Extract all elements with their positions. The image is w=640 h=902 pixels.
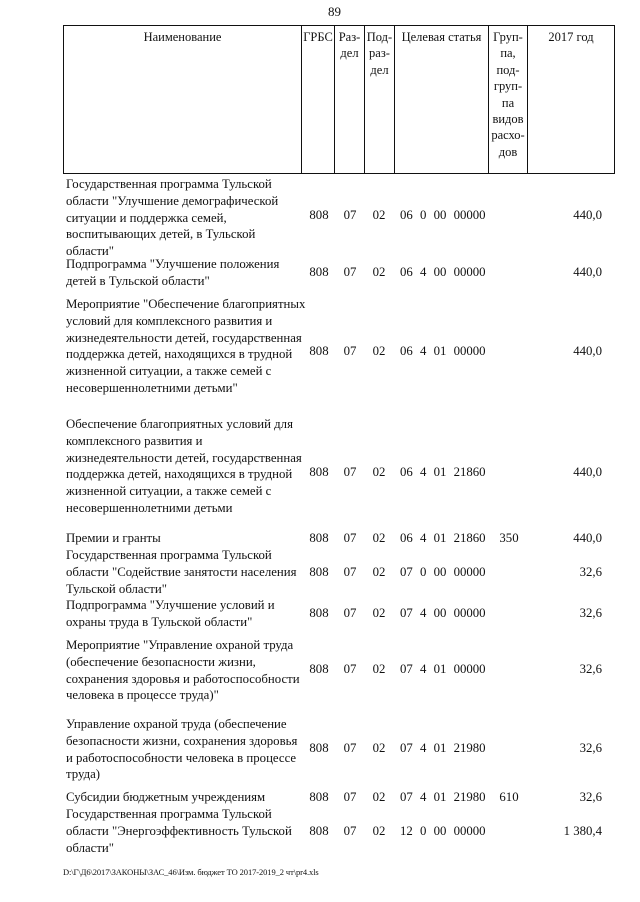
- row-podrazdel: 02: [372, 531, 386, 545]
- row-target: 06 0 00 00000: [400, 208, 486, 222]
- row-grbs: 808: [309, 208, 329, 222]
- row-name: Субсидии бюджетным учреждениям: [66, 790, 266, 804]
- row-target: 06 4 00 00000: [400, 265, 486, 279]
- row-name: Подпрограмма "Улучшение положения детей в Тульской области": [66, 257, 280, 288]
- row-name: Премии и гранты: [66, 531, 161, 545]
- row-name: Мероприятие "Управление охраной труда (обеспечение безопасности жизни, сохранения здоровья и работоспособности человека в процессе труда)": [66, 638, 300, 703]
- row-grbs: 808: [309, 265, 329, 279]
- row-grbs: 808: [309, 790, 329, 804]
- row-grbs: 808: [309, 344, 329, 358]
- row-podrazdel: 02: [372, 465, 386, 479]
- header-year: 2017 год: [548, 30, 594, 44]
- row-name: Обеспечение благоприятных условий для комплексного развития и жизнедеятельности детей, государственная поддержка детей, находящихся в трудной жизненной ситуации, а также семей с несовершеннолетними детьми: [66, 417, 302, 515]
- row-target: 07 4 00 00000: [400, 606, 486, 620]
- row-grbs: 808: [309, 565, 329, 579]
- row-grbs: 808: [309, 824, 329, 838]
- row-grbs: 808: [309, 662, 329, 676]
- row-target: 06 4 01 21860: [400, 465, 486, 479]
- row-grbs: 808: [309, 741, 329, 755]
- row-razdel: 07: [343, 741, 357, 755]
- page-number: 89: [328, 4, 341, 19]
- row-target: 07 4 01 21980: [400, 741, 486, 755]
- row-amount: 32,6: [579, 741, 602, 755]
- row-podrazdel: 02: [372, 208, 386, 222]
- row-podrazdel: 02: [372, 344, 386, 358]
- row-amount: 32,6: [579, 565, 602, 579]
- row-amount: 32,6: [579, 662, 602, 676]
- row-amount: 1 380,4: [563, 824, 602, 838]
- row-podrazdel: 02: [372, 606, 386, 620]
- row-target: 06 4 01 00000: [400, 344, 486, 358]
- row-amount: 440,0: [573, 208, 602, 222]
- row-razdel: 07: [343, 662, 357, 676]
- row-razdel: 07: [343, 344, 357, 358]
- row-razdel: 07: [343, 465, 357, 479]
- row-name: Мероприятие "Обеспечение благоприятных условий для комплексного развития и жизнедеятельности детей, государственная поддержка детей, находящихся в трудной жизненной ситуации, а также семей с несовершеннолетними детьми": [66, 297, 306, 395]
- row-razdel: 07: [343, 265, 357, 279]
- row-razdel: 07: [343, 531, 357, 545]
- row-podrazdel: 02: [372, 662, 386, 676]
- row-group: 350: [499, 531, 519, 545]
- row-razdel: 07: [343, 208, 357, 222]
- row-name: Подпрограмма "Улучшение условий и охраны труда в Тульской области": [66, 598, 275, 629]
- row-group: 610: [499, 790, 519, 804]
- row-razdel: 07: [343, 824, 357, 838]
- row-podrazdel: 02: [372, 824, 386, 838]
- row-target: 07 4 01 21980: [400, 790, 486, 804]
- row-grbs: 808: [309, 606, 329, 620]
- row-grbs: 808: [309, 465, 329, 479]
- row-amount: 440,0: [573, 465, 602, 479]
- row-amount: 32,6: [579, 606, 602, 620]
- header-podrazdel: Под- раз- дел: [366, 30, 393, 77]
- row-grbs: 808: [309, 531, 329, 545]
- row-name: Государственная программа Тульской области "Улучшение демографической ситуации и поддержка семей, воспитывающих детей, в Тульской области": [66, 177, 279, 259]
- row-target: 07 0 00 00000: [400, 565, 486, 579]
- row-podrazdel: 02: [372, 741, 386, 755]
- row-razdel: 07: [343, 565, 357, 579]
- table-header: [63, 25, 615, 174]
- row-amount: 440,0: [573, 531, 602, 545]
- header-name: Наименование: [143, 30, 222, 44]
- row-podrazdel: 02: [372, 790, 386, 804]
- footer-file-path: D:\Г\Д6\2017\ЗАКОНЫ\ЗАС_46\Изм. бюджет ТО 2017-2019_2 чт\pr4.xls: [63, 867, 319, 877]
- row-name: Управление охраной труда (обеспечение безопасности жизни, сохранения здоровья и работоспособности человека в процессе труда): [66, 717, 298, 782]
- header-razdel: Раз- дел: [338, 30, 361, 61]
- row-amount: 32,6: [579, 790, 602, 804]
- row-razdel: 07: [343, 606, 357, 620]
- row-name: Государственная программа Тульской области "Энергоэффективность Тульской области": [66, 807, 292, 855]
- row-target: 06 4 01 21860: [400, 531, 486, 545]
- header-group: Груп- па, под- груп- па видов расхо- дов: [491, 30, 525, 159]
- row-amount: 440,0: [573, 265, 602, 279]
- row-amount: 440,0: [573, 344, 602, 358]
- header-target: Целевая статья: [401, 30, 482, 44]
- row-razdel: 07: [343, 790, 357, 804]
- header-grbs: ГРБС: [303, 30, 333, 44]
- row-target: 12 0 00 00000: [400, 824, 486, 838]
- row-podrazdel: 02: [372, 265, 386, 279]
- row-target: 07 4 01 00000: [400, 662, 486, 676]
- row-podrazdel: 02: [372, 565, 386, 579]
- row-name: Государственная программа Тульской области "Содействие занятости населения Тульской области": [66, 548, 297, 596]
